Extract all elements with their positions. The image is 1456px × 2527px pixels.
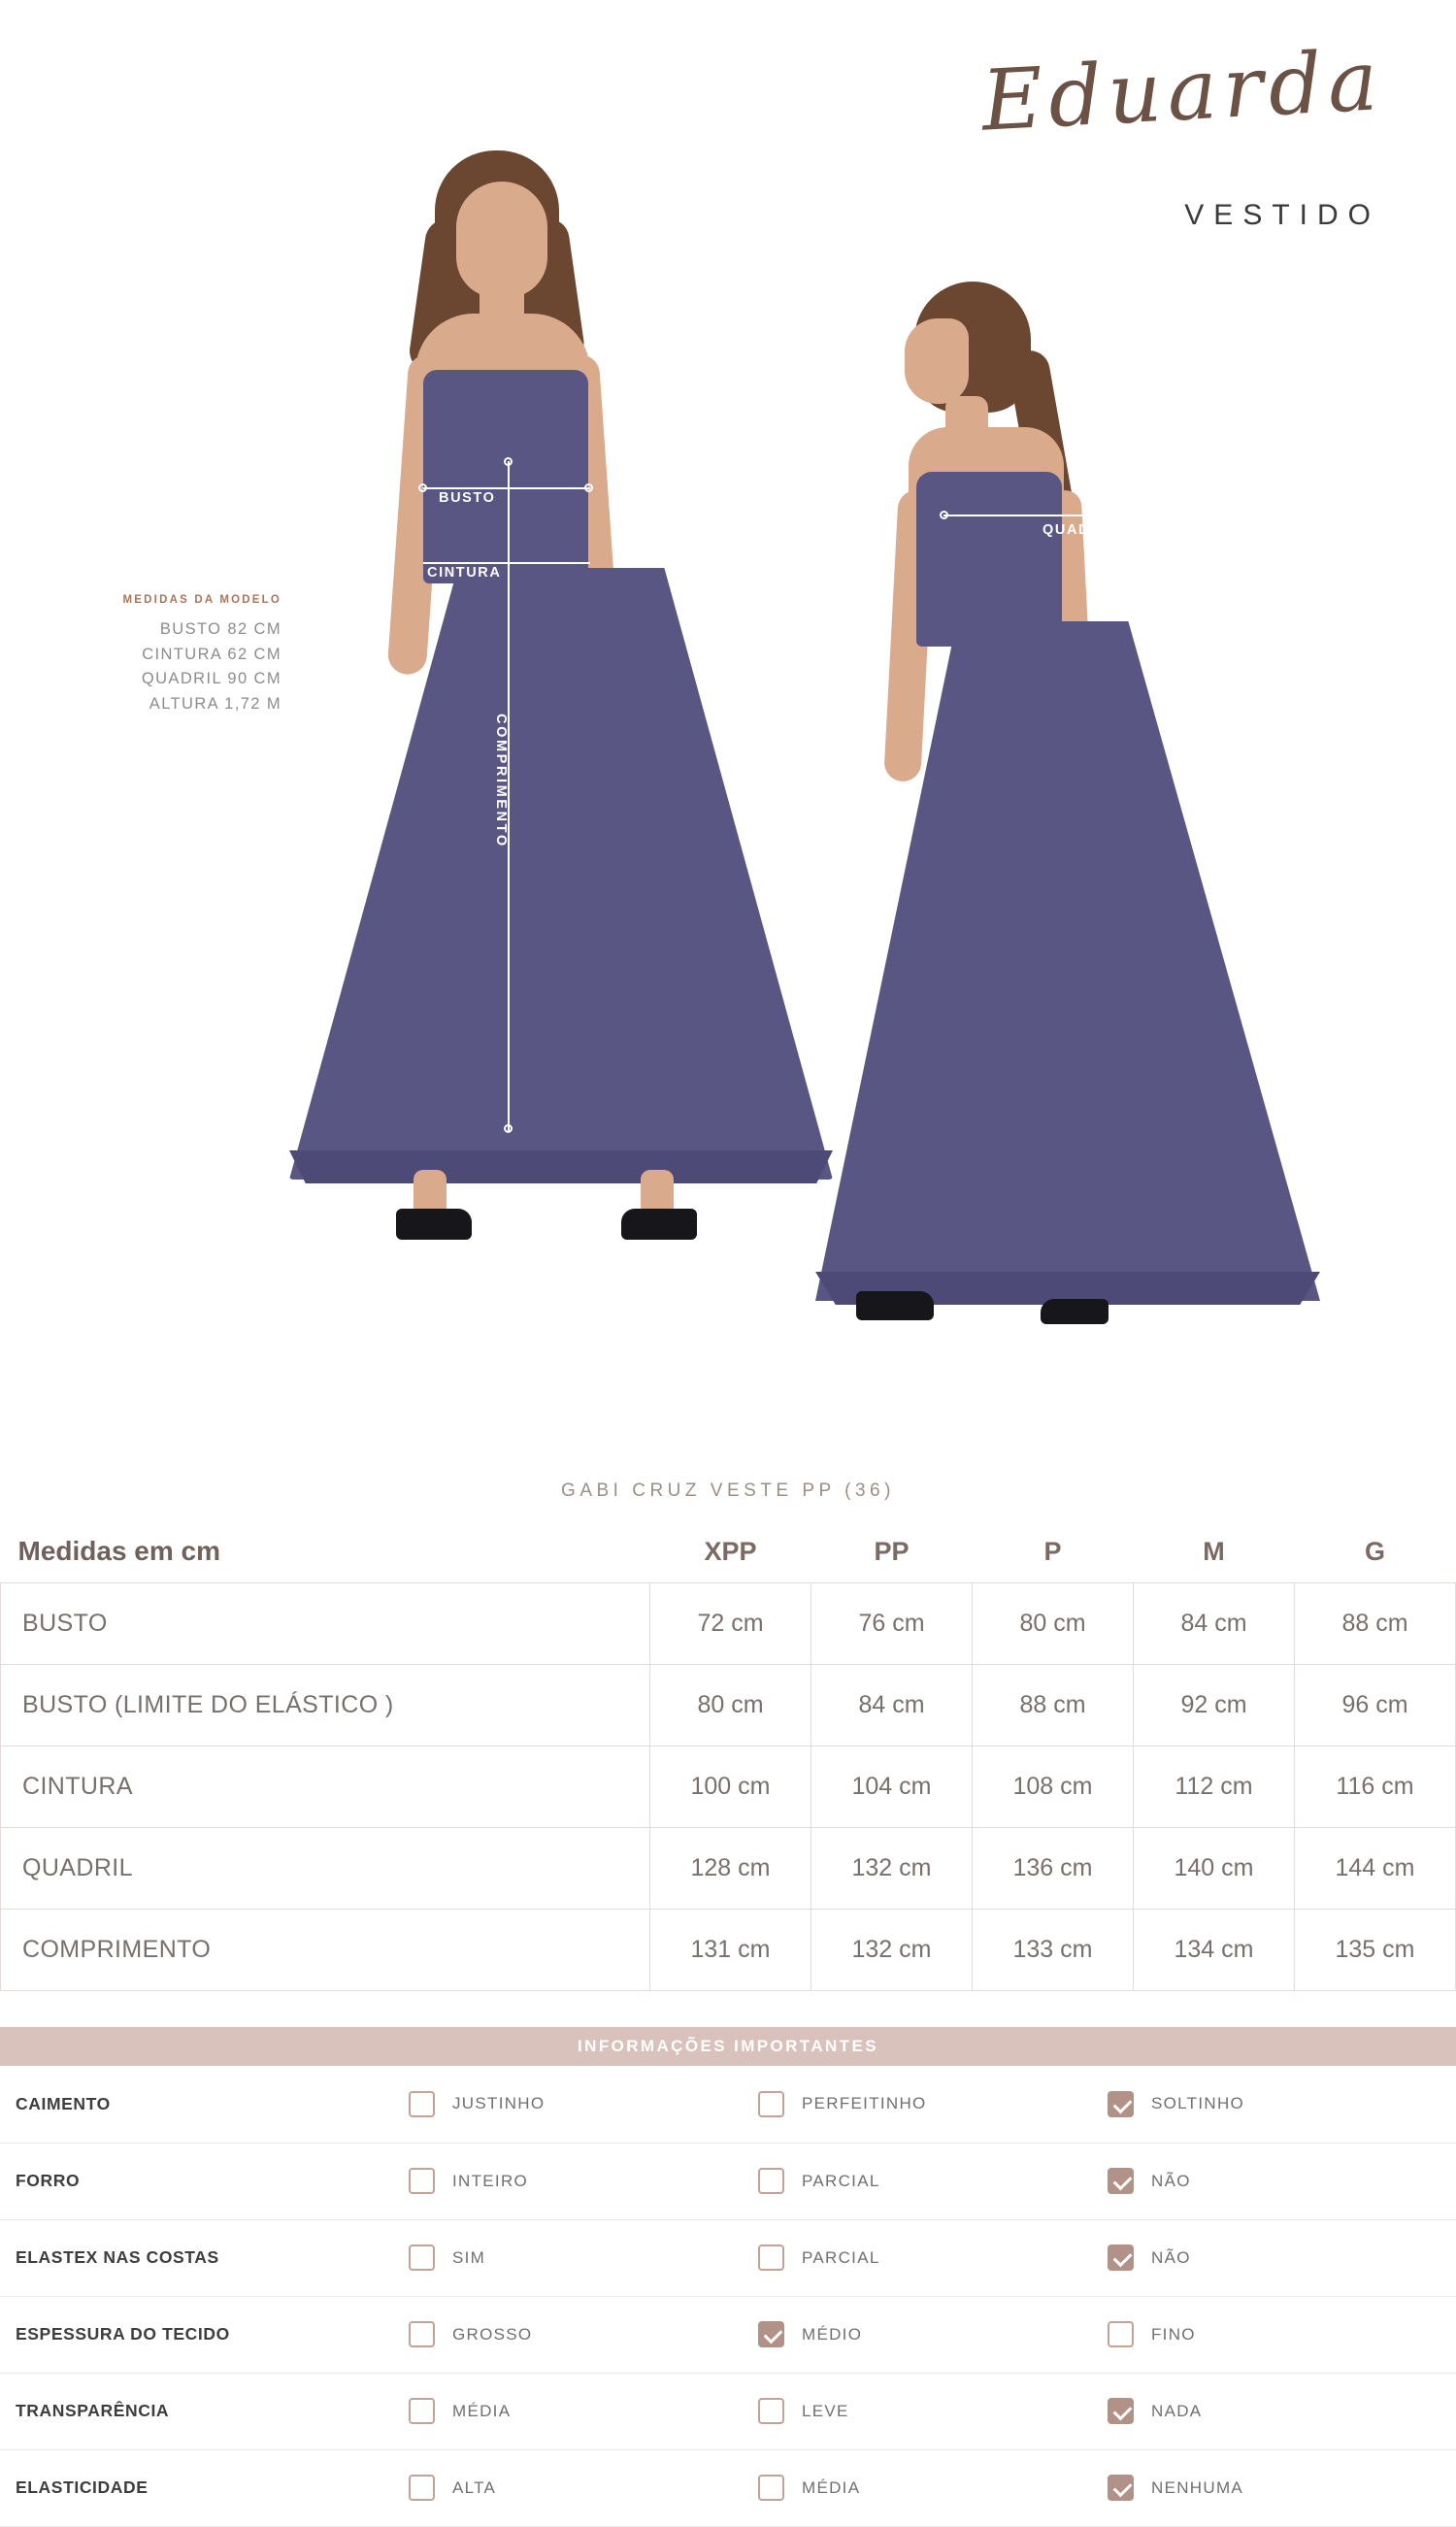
- option-label: NÃO: [1151, 2247, 1191, 2267]
- comprimento-label: COMPRIMENTO: [493, 714, 509, 848]
- cell-cintura-pp: 104 cm: [811, 1746, 973, 1828]
- cintura-label: CINTURA: [427, 565, 502, 581]
- dress-bodice-shape: [423, 370, 588, 583]
- size-chart-table: [0, 1526, 1456, 1991]
- checkbox-elastex-nao[interactable]: [1108, 2244, 1134, 2271]
- option-label: JUSTINHO: [452, 2094, 546, 2113]
- important-info-table: [0, 2066, 1456, 2527]
- cell-cintura-g: 116 cm: [1295, 1746, 1456, 1828]
- option-label: NADA: [1151, 2401, 1203, 2420]
- info-row-caimento: [0, 2066, 1456, 2143]
- cell-quadril-g: 144 cm: [1295, 1828, 1456, 1910]
- size-header-p: P: [1043, 1536, 1062, 1566]
- cell-cintura-xpp: 100 cm: [650, 1746, 811, 1828]
- cell-cintura-p: 108 cm: [973, 1746, 1134, 1828]
- dress-back-bodice-shape: [916, 472, 1062, 647]
- model-front-photo: [320, 150, 767, 1413]
- info-option[interactable]: [408, 2296, 757, 2373]
- cell-comp-g: 135 cm: [1295, 1910, 1456, 1991]
- cintura-measure-line: [423, 562, 590, 564]
- info-option[interactable]: [757, 2143, 1107, 2219]
- shoe-right-shape: [621, 1209, 697, 1240]
- cell-bustoel-g: 96 cm: [1295, 1665, 1456, 1746]
- checkbox-forro-inteiro[interactable]: [409, 2168, 435, 2194]
- info-label-forro: FORRO: [16, 2171, 81, 2190]
- cell-quadril-m: 140 cm: [1134, 1828, 1295, 1910]
- table-row: [1, 1665, 1456, 1746]
- checkbox-caimento-soltinho[interactable]: [1108, 2091, 1134, 2117]
- shoe-back-left-shape: [856, 1291, 934, 1320]
- info-row-espessura: [0, 2296, 1456, 2373]
- table-row: [1, 1746, 1456, 1828]
- option-label: SOLTINHO: [1151, 2094, 1245, 2113]
- model-back-photo: [874, 282, 1281, 1408]
- model-measurements-title: MEDIDAS DA MODELO: [122, 594, 281, 606]
- cell-cintura-m: 112 cm: [1134, 1746, 1295, 1828]
- info-option[interactable]: [1107, 2219, 1456, 2296]
- checkbox-espessura-grosso[interactable]: [409, 2321, 435, 2347]
- size-header-pp: PP: [874, 1536, 910, 1566]
- cell-busto-p: 80 cm: [973, 1583, 1134, 1665]
- info-option[interactable]: [1107, 2143, 1456, 2219]
- cell-comp-pp: 132 cm: [811, 1910, 973, 1991]
- row-label-cintura: CINTURA: [1, 1746, 650, 1828]
- row-label-comprimento: COMPRIMENTO: [1, 1910, 650, 1991]
- comprimento-dot-top: [504, 457, 513, 466]
- info-option[interactable]: [408, 2449, 757, 2526]
- model-measurement-item: QUADRIL 90 CM: [141, 670, 281, 688]
- face-profile-shape: [905, 318, 969, 404]
- checkbox-elastex-sim[interactable]: [409, 2244, 435, 2271]
- info-row-forro: [0, 2143, 1456, 2219]
- option-label: MÉDIO: [802, 2324, 863, 2344]
- cell-comp-xpp: 131 cm: [650, 1910, 811, 1991]
- info-label-caimento: CAIMENTO: [16, 2093, 111, 2113]
- cell-comp-m: 134 cm: [1134, 1910, 1295, 1991]
- info-option[interactable]: [408, 2143, 757, 2219]
- option-label: PARCIAL: [802, 2247, 880, 2267]
- option-label: INTEIRO: [452, 2171, 529, 2190]
- cell-bustoel-m: 92 cm: [1134, 1665, 1295, 1746]
- info-option[interactable]: [757, 2219, 1107, 2296]
- busto-dot-right: [584, 483, 593, 492]
- table-row: [1, 1583, 1456, 1665]
- info-option[interactable]: [408, 2219, 757, 2296]
- checkbox-elasticidade-nenhuma[interactable]: [1108, 2475, 1134, 2501]
- checkbox-caimento-justinho[interactable]: [409, 2091, 435, 2117]
- info-option[interactable]: [1107, 2373, 1456, 2449]
- size-header-m: M: [1203, 1536, 1225, 1566]
- checkbox-forro-parcial[interactable]: [758, 2168, 784, 2194]
- important-info-banner: INFORMAÇÕES IMPORTANTES: [0, 2027, 1456, 2066]
- cell-bustoel-p: 88 cm: [973, 1665, 1134, 1746]
- cell-quadril-pp: 132 cm: [811, 1828, 973, 1910]
- info-option[interactable]: [408, 2066, 757, 2143]
- info-option[interactable]: [757, 2066, 1107, 2143]
- info-row-transparencia: [0, 2373, 1456, 2449]
- busto-label: BUSTO: [439, 490, 496, 506]
- info-option[interactable]: [1107, 2066, 1456, 2143]
- comprimento-dot-bottom: [504, 1124, 513, 1133]
- cell-busto-pp: 76 cm: [811, 1583, 973, 1665]
- row-label-busto: BUSTO: [1, 1583, 650, 1665]
- info-option[interactable]: [757, 2449, 1107, 2526]
- option-label: NENHUMA: [1151, 2477, 1244, 2497]
- info-label-elasticidade: ELASTICIDADE: [16, 2477, 149, 2497]
- info-row-elastex: [0, 2219, 1456, 2296]
- dress-skirt-shape: [289, 568, 833, 1180]
- cell-bustoel-xpp: 80 cm: [650, 1665, 811, 1746]
- quadril-measure-line: [943, 515, 1176, 516]
- model-measurement-item: ALTURA 1,72 M: [149, 694, 281, 713]
- model-measurement-item: BUSTO 82 CM: [159, 620, 281, 638]
- row-label-quadril: QUADRIL: [1, 1828, 650, 1910]
- checkbox-elasticidade-alta[interactable]: [409, 2475, 435, 2501]
- quadril-label: QUADRIL: [1042, 522, 1118, 538]
- cell-busto-g: 88 cm: [1295, 1583, 1456, 1665]
- info-option[interactable]: [408, 2373, 757, 2449]
- brand-title: Eduarda: [979, 32, 1386, 150]
- checkbox-transparencia-media[interactable]: [409, 2398, 435, 2424]
- option-label: MÉDIA: [452, 2401, 512, 2420]
- option-label: ALTA: [452, 2477, 497, 2497]
- table-row: [1, 1828, 1456, 1910]
- cell-comp-p: 133 cm: [973, 1910, 1134, 1991]
- checkbox-transparencia-leve[interactable]: [758, 2398, 784, 2424]
- option-label: SIM: [452, 2247, 486, 2267]
- shoe-left-shape: [396, 1209, 472, 1240]
- option-label: LEVE: [802, 2401, 849, 2420]
- size-header-g: G: [1364, 1536, 1385, 1566]
- info-option[interactable]: [757, 2296, 1107, 2373]
- dress-hem-shape: [289, 1150, 833, 1183]
- info-row-elasticidade: [0, 2449, 1456, 2526]
- table-row: [1, 1910, 1456, 1991]
- photo-caption: GABI CRUZ VESTE PP (36): [561, 1480, 895, 1501]
- quadril-dot-left: [940, 511, 948, 519]
- option-label: PERFEITINHO: [802, 2094, 927, 2113]
- cell-busto-m: 84 cm: [1134, 1583, 1295, 1665]
- option-label: PARCIAL: [802, 2171, 880, 2190]
- cell-bustoel-pp: 84 cm: [811, 1665, 973, 1746]
- size-chart-title: Medidas em cm: [17, 1536, 221, 1566]
- cell-busto-xpp: 72 cm: [650, 1583, 811, 1665]
- checkbox-espessura-fino[interactable]: [1108, 2321, 1134, 2347]
- checkbox-elastex-parcial[interactable]: [758, 2244, 784, 2271]
- option-label: NÃO: [1151, 2171, 1191, 2190]
- model-measurement-item: CINTURA 62 CM: [142, 645, 281, 663]
- brand-subtitle: VESTIDO: [1184, 199, 1380, 231]
- info-option[interactable]: [1107, 2296, 1456, 2373]
- info-label-espessura: ESPESSURA DO TECIDO: [16, 2324, 230, 2344]
- info-label-transparencia: TRANSPARÊNCIA: [16, 2401, 170, 2420]
- checkbox-caimento-perfeitinho[interactable]: [758, 2091, 784, 2117]
- busto-dot-left: [418, 483, 427, 492]
- shoe-back-right-shape: [1041, 1299, 1109, 1324]
- row-label-busto-elastico: BUSTO (LIMITE DO ELÁSTICO ): [1, 1665, 650, 1746]
- checkbox-transparencia-nada[interactable]: [1108, 2398, 1134, 2424]
- checkbox-espessura-medio[interactable]: [758, 2321, 784, 2347]
- option-label: GROSSO: [452, 2324, 533, 2344]
- cell-quadril-p: 136 cm: [973, 1828, 1134, 1910]
- info-label-elastex: ELASTEX NAS COSTAS: [16, 2247, 219, 2267]
- size-chart-header-row: [1, 1526, 1456, 1583]
- info-option[interactable]: [1107, 2449, 1456, 2526]
- info-option[interactable]: [757, 2373, 1107, 2449]
- option-label: FINO: [1151, 2324, 1196, 2344]
- busto-measure-line: [423, 487, 590, 489]
- checkbox-elasticidade-media[interactable]: [758, 2475, 784, 2501]
- size-header-xpp: XPP: [704, 1536, 757, 1566]
- model-measurements: [0, 594, 281, 716]
- face-shape: [456, 182, 547, 298]
- option-label: MÉDIA: [802, 2477, 861, 2497]
- cell-quadril-xpp: 128 cm: [650, 1828, 811, 1910]
- checkbox-forro-nao[interactable]: [1108, 2168, 1134, 2194]
